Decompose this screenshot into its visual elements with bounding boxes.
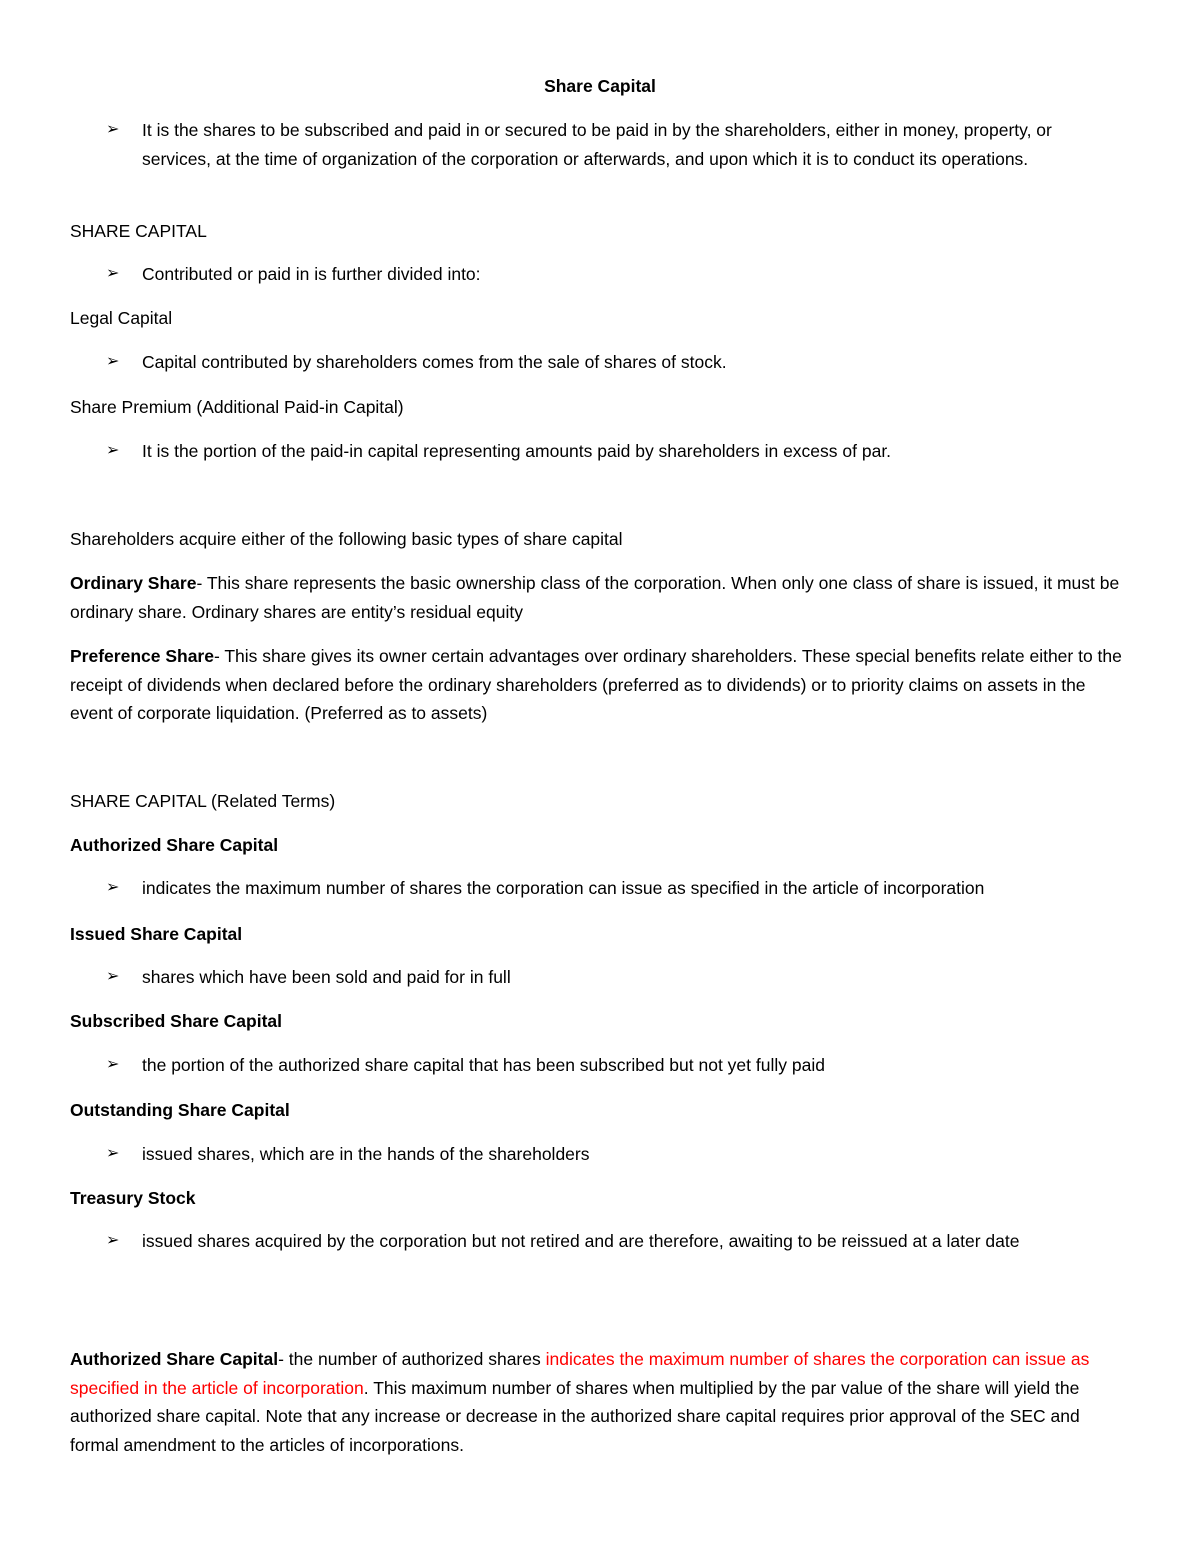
types-intro: Shareholders acquire either of the following basic types of share capital [70,529,623,549]
term-definition: - This share gives its owner certain advantages over ordinary shareholders. These special benefits relate either to the receipt of dividends when declared before the ordinary shareholders (preferred as to dividends) or to priority claims on assets in the event of corporate liquidation. (Preferred as to assets) [70,646,1122,723]
bullet-text: issued shares, which are in the hands of the shareholders [142,1144,590,1164]
legal-capital-heading: Legal Capital [70,308,173,328]
arrow-bullet-icon: ➢ [106,968,120,985]
bullet-text: It is the portion of the paid-in capital representing amounts paid by shareholders in excess of par. [142,441,892,461]
arrow-bullet-icon: ➢ [106,1056,120,1073]
term-bullet [106,874,1106,903]
preference-share-paragraph [70,642,1132,728]
bullet-text: It is the shares to be subscribed and paid in or secured to be paid in by the shareholders, either in money, property, or services, at the time of organization of the corporation or afterwards, and upon which it is to conduct its operations. [142,120,1052,169]
arrow-bullet-icon: ➢ [106,353,120,370]
term-heading: Treasury Stock [70,1188,196,1208]
related-terms-heading: SHARE CAPITAL (Related Terms) [70,791,336,811]
bullet-text: Capital contributed by shareholders comes from the sale of shares of stock. [142,352,727,372]
section-heading: SHARE CAPITAL [70,221,207,241]
authorized-share-capital-paragraph [70,1345,1132,1459]
term-bullet [106,1227,1106,1256]
intro-bullet [106,116,1106,173]
share-premium-bullet [106,437,1106,466]
term-heading: Issued Share Capital [70,924,243,944]
page-title: Share Capital [544,76,656,96]
term-heading: Outstanding Share Capital [70,1100,290,1120]
contributed-bullet [106,260,1106,289]
term-label: Authorized Share Capital [70,1349,279,1369]
arrow-bullet-icon: ➢ [106,121,120,138]
arrow-bullet-icon: ➢ [106,1232,120,1249]
bullet-text: shares which have been sold and paid for in full [142,967,511,987]
term-heading: Subscribed Share Capital [70,1011,283,1031]
term-bullet [106,1051,1106,1080]
arrow-bullet-icon: ➢ [106,879,120,896]
arrow-bullet-icon: ➢ [106,1145,120,1162]
share-premium-heading: Share Premium (Additional Paid-in Capital) [70,397,404,417]
ordinary-share-paragraph [70,569,1132,626]
bullet-text: Contributed or paid in is further divided into: [142,264,481,284]
term-definition: - This share represents the basic ownership class of the corporation. When only one class of share is issued, it must be ordinary share. Ordinary shares are entity’s residual equity [70,573,1120,622]
paragraph-text: . This maximum number of shares when multiplied by the par value of the share will yield the authorized share capital. Note that any increase or decrease in the authorized share capital requires prior approval of the SEC and formal amendment to the articles of incorporations. [70,1377,1080,1455]
term-bullet [106,963,1106,992]
term-label: Preference Share [70,646,214,666]
paragraph-text: - the number of authorized shares [278,1349,546,1369]
bullet-text: issued shares acquired by the corporation but not retired and are therefore, awaiting to be reissued at a later date [142,1231,1020,1251]
arrow-bullet-icon: ➢ [106,265,120,282]
bullet-text: the portion of the authorized share capital that has been subscribed but not yet fully paid [142,1055,825,1075]
term-heading: Authorized Share Capital [70,835,279,855]
bullet-text: indicates the maximum number of shares the corporation can issue as specified in the article of incorporation [142,878,985,898]
arrow-bullet-icon: ➢ [106,442,120,459]
term-label: Ordinary Share [70,573,197,593]
highlighted-text: indicates the maximum number of shares the corporation can issue as specified in the article of incorporation [70,1349,1090,1398]
legal-capital-bullet [106,348,1106,377]
term-bullet [106,1140,1106,1169]
